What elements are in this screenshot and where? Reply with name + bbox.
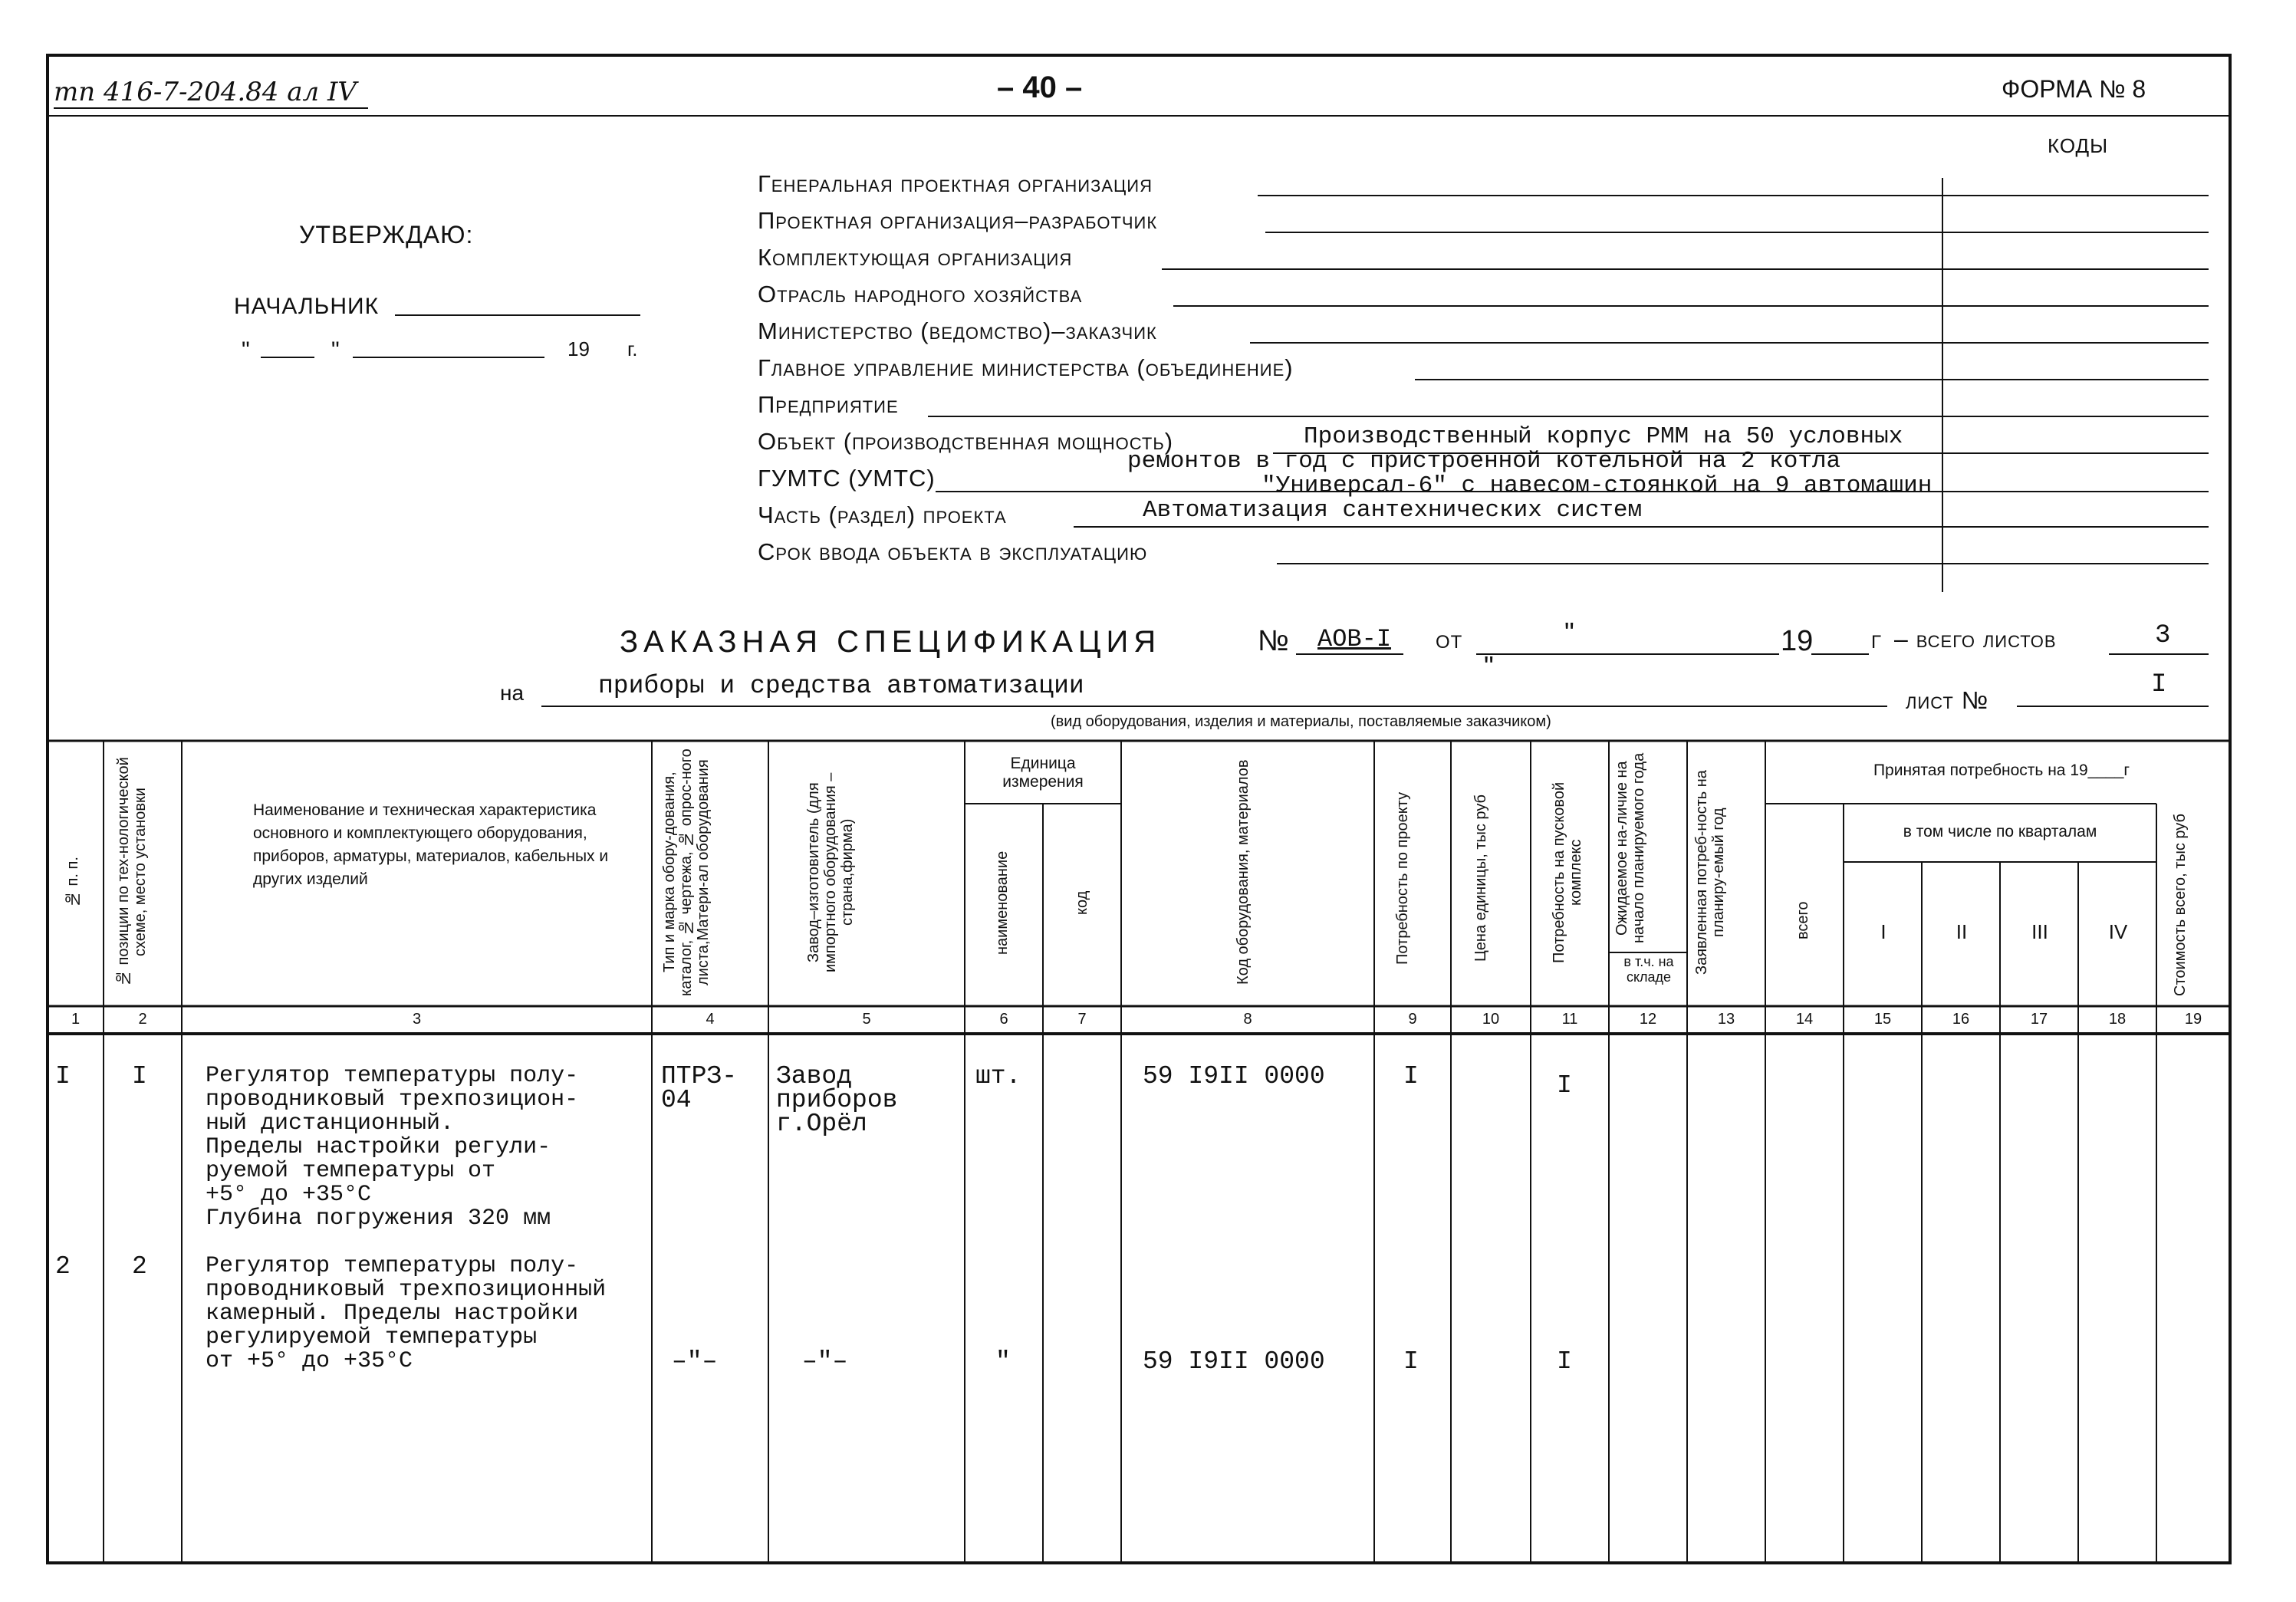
hdr-col-18: IV bbox=[2108, 920, 2128, 943]
spec-quote-open: " bbox=[1564, 617, 1574, 648]
colnum-9: 9 bbox=[1408, 1011, 1417, 1028]
hdr-col-5: Завод–изготовитель (для импортного оборудования –страна,фирма) bbox=[805, 772, 856, 972]
colnum-11: 11 bbox=[1561, 1011, 1578, 1028]
row1-name: Регулятор температуры полу- проводниковый трехпозицион- ный дистанционный. Пределы настройки регули- руемой температуры от +5° до +35°С Глубина погружения 320 мм bbox=[206, 1063, 579, 1232]
hdr-quarters: в том числе по кварталам bbox=[1903, 823, 2097, 840]
colnum-6: 6 bbox=[999, 1011, 1008, 1028]
spec-number-label: № bbox=[1258, 625, 1289, 657]
row2-name: Регулятор температуры полу- проводниковый трехпозиционный камерный. Пределы настройки регулируемой температуры от +5° до +35°С bbox=[206, 1253, 607, 1374]
row2-launch: I bbox=[1557, 1347, 1572, 1376]
hdr-col-7: код bbox=[1074, 890, 1090, 916]
org-completing-label: Комплектующая организация bbox=[758, 244, 1073, 271]
hdr-unit: Единица измерения bbox=[1002, 755, 1084, 791]
org-part-label: Часть (раздел) проекта bbox=[758, 502, 1007, 528]
colnum-2: 2 bbox=[138, 1011, 147, 1028]
colnum-15: 15 bbox=[1873, 1011, 1892, 1028]
spec-number: АОВ-I bbox=[1317, 625, 1392, 653]
row2-unit: " bbox=[995, 1347, 1011, 1376]
org-developer-label: Проектная организация–разработчик bbox=[758, 207, 1158, 234]
colnum-4: 4 bbox=[706, 1011, 715, 1028]
colnum-19: 19 bbox=[2184, 1011, 2202, 1028]
row2-no: 2 bbox=[55, 1252, 71, 1281]
hdr-col-19: Стоимость всего, тыс руб bbox=[2172, 814, 2189, 996]
hdr-col-6: наименование bbox=[994, 850, 1011, 956]
row1-no: I bbox=[55, 1062, 71, 1090]
row1-pos: I bbox=[132, 1062, 147, 1090]
spec-sheet-value: I bbox=[2151, 670, 2167, 699]
page-number: – 40 – bbox=[997, 71, 1083, 104]
spec-year-prefix: 19 bbox=[1781, 625, 1814, 657]
hdr-col-13: Заявленная потреб-ность на планиру-емый год bbox=[1693, 770, 1727, 975]
document-code: тп 416-7-204.84 ал IV bbox=[54, 77, 357, 107]
hdr-col-3: Наименование и техническая характеристика основного и комплектующего оборудования, приборов, арматуры, материалов, кабельных и других изделий bbox=[253, 801, 609, 888]
hdr-col-15: I bbox=[1880, 920, 1886, 943]
date-year-prefix: 19 bbox=[567, 337, 590, 360]
colnum-10: 10 bbox=[1482, 1011, 1500, 1028]
org-general-label: Генеральная проектная организация bbox=[758, 170, 1153, 197]
colnum-14: 14 bbox=[1795, 1011, 1814, 1028]
colnum-8: 8 bbox=[1243, 1011, 1252, 1028]
org-gumts-label: ГУМТС (УМТС) bbox=[758, 465, 936, 492]
row2-maker: –"– bbox=[802, 1347, 848, 1376]
date-quote-open: " bbox=[242, 337, 250, 363]
colnum-12: 12 bbox=[1639, 1011, 1657, 1028]
hdr-col-12b: в т.ч. на складе bbox=[1623, 954, 1674, 985]
row2-type: –"– bbox=[672, 1347, 718, 1376]
org-main-dept-label: Главное управление министерства (объединение) bbox=[758, 354, 1294, 381]
row2-need: I bbox=[1403, 1347, 1419, 1376]
row2-pos: 2 bbox=[132, 1252, 147, 1281]
org-gumts-value: "Универсал-6" с навесом-стоянкой на 9 автомашин bbox=[1261, 472, 1933, 499]
approve-label: УТВЕРЖДАЮ: bbox=[299, 221, 474, 248]
hdr-col-9: Потребность по проекту bbox=[1394, 791, 1411, 965]
org-branch-label: Отрасль народного хозяйства bbox=[758, 281, 1083, 308]
form-number: ФОРМА № 8 bbox=[2002, 75, 2146, 103]
colnum-13: 13 bbox=[1717, 1011, 1735, 1028]
colnum-5: 5 bbox=[862, 1011, 871, 1028]
hdr-col-17: III bbox=[2031, 920, 2048, 943]
org-ministry-label: Министерство (ведомство)–заказчик bbox=[758, 317, 1157, 344]
colnum-1: 1 bbox=[71, 1011, 81, 1028]
org-object-value-line2: ремонтов в год с пристроенной котельной на 2 котла bbox=[1127, 448, 1841, 475]
spec-total-value: 3 bbox=[2155, 621, 2171, 650]
chief-label: НАЧАЛЬНИК bbox=[234, 294, 380, 319]
row1-unit: шт. bbox=[975, 1062, 1021, 1090]
spec-year-suffix: г bbox=[1871, 625, 1882, 654]
codes-label: КОДЫ bbox=[2048, 134, 2109, 157]
hdr-col-12a: Ожидаемое на-личие на начало планируемого года bbox=[1613, 752, 1647, 944]
org-enterprise-label: Предприятие bbox=[758, 391, 899, 418]
spec-sheet-label: лист № bbox=[1906, 686, 1989, 714]
org-deadline-label: Срок ввода объекта в эксплуатацию bbox=[758, 538, 1148, 565]
hdr-col-16: II bbox=[1956, 920, 1968, 943]
spec-subject: приборы и средства автоматизации bbox=[598, 672, 1084, 700]
date-year-suffix: г. bbox=[627, 337, 638, 360]
spec-on-label: на bbox=[500, 681, 525, 705]
row1-maker: Завод приборов г.Орёл bbox=[776, 1062, 898, 1138]
colnum-17: 17 bbox=[2030, 1011, 2048, 1028]
colnum-18: 18 bbox=[2108, 1011, 2127, 1028]
colnum-16: 16 bbox=[1952, 1011, 1970, 1028]
org-object-label: Объект (производственная мощность) bbox=[758, 428, 1174, 455]
hdr-col-11: Потребность на пусковой комплекс bbox=[1551, 781, 1584, 963]
hdr-col-1: № п. п. bbox=[64, 857, 81, 907]
hdr-col-4: Тип и марка обору-дования, каталог, № чертежа, № опрос-ного листа,Матери-ал оборудования bbox=[661, 748, 712, 996]
hdr-col-14: всего bbox=[1794, 901, 1811, 939]
spec-from-label: от bbox=[1436, 625, 1463, 654]
row2-code: 59 I9II 0000 bbox=[1143, 1347, 1325, 1376]
spec-subject-caption: (вид оборудования, изделия и материалы, поставляемые заказчиком) bbox=[1051, 713, 1551, 730]
spec-total-label: – всего листов bbox=[1894, 625, 2057, 653]
row1-launch: I bbox=[1557, 1071, 1572, 1100]
row1-code: 59 I9II 0000 bbox=[1143, 1062, 1325, 1090]
hdr-col-10: Цена единицы, тыс руб bbox=[1472, 794, 1489, 962]
row1-type: ПТРЗ- 04 bbox=[661, 1062, 738, 1114]
colnum-3: 3 bbox=[412, 1011, 422, 1028]
row1-need: I bbox=[1403, 1062, 1419, 1090]
spec-title: ЗАКАЗНАЯ СПЕЦИФИКАЦИЯ bbox=[620, 625, 1162, 659]
hdr-accepted: Принятая потребность на 19____г bbox=[1873, 762, 2130, 779]
hdr-col-8: Код оборудования, материалов bbox=[1235, 759, 1252, 985]
org-part-value: Автоматизация сантехнических систем bbox=[1143, 497, 1643, 524]
org-object-value: Производственный корпус РММ на 50 условных bbox=[1304, 423, 1903, 450]
spec-quote-close: " bbox=[1484, 650, 1494, 682]
hdr-col-2: № позиции по тех-нологической схеме, место установки bbox=[115, 757, 149, 987]
date-quote-close: " bbox=[331, 337, 340, 363]
colnum-7: 7 bbox=[1077, 1011, 1087, 1028]
